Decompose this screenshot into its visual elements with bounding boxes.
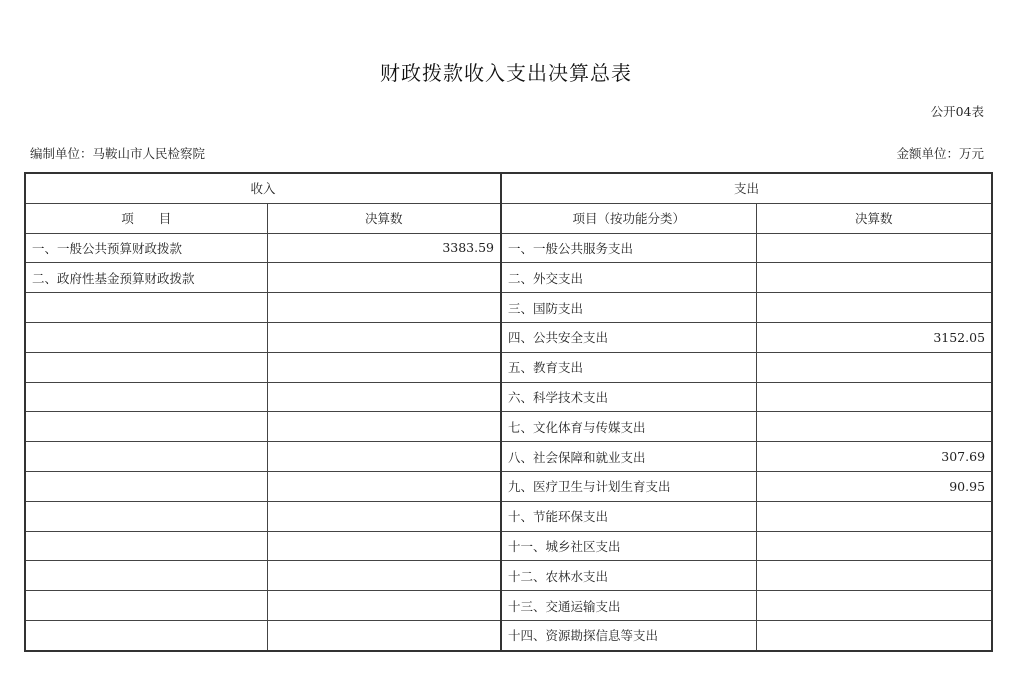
- income-amount-cell: [267, 620, 501, 650]
- income-amount-cell: [267, 412, 501, 442]
- expense-item-cell: 十四、资源勘探信息等支出: [501, 620, 756, 650]
- expense-amount-column-header: 决算数: [756, 203, 992, 233]
- income-item-cell: [25, 352, 267, 382]
- income-item-cell: [25, 382, 267, 412]
- income-item-cell: [25, 442, 267, 472]
- table-row: [25, 322, 992, 352]
- income-item-cell: 二、政府性基金预算财政拨款: [25, 263, 267, 293]
- income-item-cell: [25, 591, 267, 621]
- currency-unit: 金额单位：万元: [896, 146, 984, 161]
- expense-section-header: 支出: [501, 173, 992, 203]
- expense-item-column-header: 项目（按功能分类）: [501, 203, 756, 233]
- income-amount-cell: [267, 531, 501, 561]
- income-amount-cell: [267, 501, 501, 531]
- income-amount-cell: [267, 561, 501, 591]
- expense-amount-cell: 90.95: [756, 471, 992, 501]
- income-item-cell: [25, 561, 267, 591]
- income-amount-cell: [267, 293, 501, 323]
- income-amount-cell: [267, 591, 501, 621]
- table-row: [25, 382, 992, 412]
- expense-amount-cell: [756, 382, 992, 412]
- column-header-row: [25, 203, 992, 233]
- income-amount-cell: [267, 442, 501, 472]
- expense-item-cell: 五、教育支出: [501, 352, 756, 382]
- income-item-cell: [25, 531, 267, 561]
- table-row: [25, 501, 992, 531]
- expense-amount-cell: [756, 293, 992, 323]
- expense-item-cell: 十、节能环保支出: [501, 501, 756, 531]
- expense-item-cell: 十三、交通运输支出: [501, 591, 756, 621]
- expense-amount-cell: [756, 501, 992, 531]
- table-row: [25, 352, 992, 382]
- income-amount-cell: [267, 382, 501, 412]
- page-title: 财政拨款收入支出决算总表: [380, 61, 632, 85]
- table-body: [25, 233, 992, 651]
- income-item-cell: [25, 412, 267, 442]
- expense-item-cell: 七、文化体育与传媒支出: [501, 412, 756, 442]
- expense-amount-cell: [756, 352, 992, 382]
- expense-amount-cell: [756, 620, 992, 650]
- compiling-unit: 编制单位：马鞍山市人民检察院: [30, 146, 206, 161]
- income-amount-cell: [267, 322, 501, 352]
- table-row: [25, 591, 992, 621]
- income-item-cell: [25, 293, 267, 323]
- table-row: [25, 620, 992, 650]
- expense-item-cell: 十二、农林水支出: [501, 561, 756, 591]
- income-amount-cell: [267, 471, 501, 501]
- expense-item-cell: 九、医疗卫生与计划生育支出: [501, 471, 756, 501]
- table-row: [25, 233, 992, 263]
- income-section-header: 收入: [25, 173, 501, 203]
- expense-amount-cell: [756, 263, 992, 293]
- income-item-cell: 一、一般公共预算财政拨款: [25, 233, 267, 263]
- income-item-cell: [25, 620, 267, 650]
- table-row: [25, 442, 992, 472]
- expense-amount-cell: [756, 531, 992, 561]
- expense-amount-cell: 307.69: [756, 442, 992, 472]
- budget-summary-table: [24, 172, 993, 652]
- income-amount-cell: [267, 352, 501, 382]
- table-row: [25, 293, 992, 323]
- income-amount-column-header: 决算数: [267, 203, 501, 233]
- expense-item-cell: 十一、城乡社区支出: [501, 531, 756, 561]
- table-row: [25, 412, 992, 442]
- expense-item-cell: 三、国防支出: [501, 293, 756, 323]
- section-header-row: [25, 173, 992, 203]
- table-row: [25, 471, 992, 501]
- expense-amount-cell: [756, 412, 992, 442]
- expense-item-cell: 一、一般公共服务支出: [501, 233, 756, 263]
- form-code: 公开04表: [930, 104, 984, 119]
- expense-amount-cell: 3152.05: [756, 322, 992, 352]
- income-item-column-header: 项 目: [25, 203, 267, 233]
- table-row: [25, 561, 992, 591]
- expense-item-cell: 四、公共安全支出: [501, 322, 756, 352]
- income-item-cell: [25, 322, 267, 352]
- income-item-cell: [25, 501, 267, 531]
- expense-amount-cell: [756, 233, 992, 263]
- table-row: [25, 263, 992, 293]
- expense-item-cell: 八、社会保障和就业支出: [501, 442, 756, 472]
- expense-item-cell: 二、外交支出: [501, 263, 756, 293]
- income-amount-cell: 3383.59: [267, 233, 501, 263]
- expense-amount-cell: [756, 591, 992, 621]
- income-amount-cell: [267, 263, 501, 293]
- table-row: [25, 531, 992, 561]
- expense-amount-cell: [756, 561, 992, 591]
- income-item-cell: [25, 471, 267, 501]
- expense-item-cell: 六、科学技术支出: [501, 382, 756, 412]
